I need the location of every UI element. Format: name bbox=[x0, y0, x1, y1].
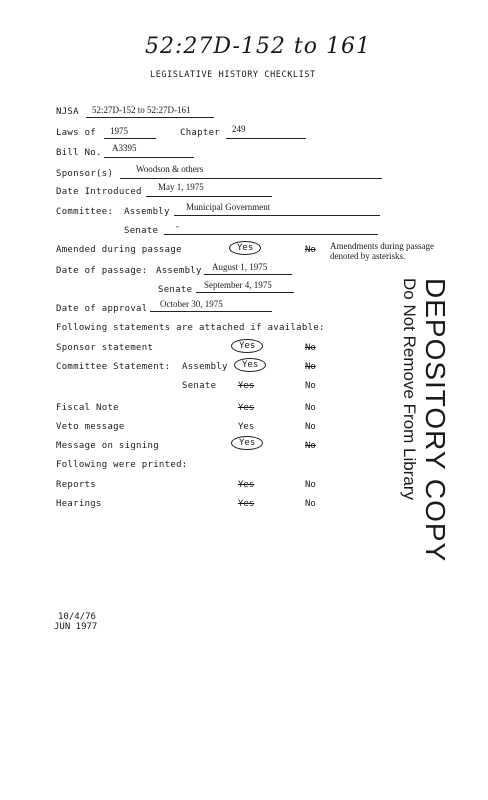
veto-message-yes: Yes bbox=[238, 422, 255, 432]
stamp-line-1: DEPOSITORY COPY bbox=[420, 278, 451, 563]
page-title: LEGISLATIVE HISTORY CHECKLIST bbox=[150, 70, 316, 80]
amended-yes-circled: Yes bbox=[229, 241, 261, 255]
message-on-signing-yes-circled: Yes bbox=[231, 436, 263, 450]
date-of-passage-label: Date of passage: bbox=[56, 266, 148, 276]
committee-senate-value: - bbox=[176, 221, 179, 231]
laws-of-underline bbox=[104, 138, 156, 139]
chapter-underline bbox=[226, 138, 306, 139]
reports-yes-struck: Yes bbox=[238, 480, 255, 490]
fiscal-note-no: No bbox=[305, 403, 316, 413]
attached-heading: Following statements are attached if available: bbox=[56, 323, 325, 333]
hearings-no-x: No bbox=[305, 499, 316, 509]
hearings-yes-struck: Yes bbox=[238, 499, 255, 509]
committee-assembly-label: Assembly bbox=[124, 207, 170, 217]
bill-no-label: Bill No. bbox=[56, 148, 102, 158]
committee-statement-label: Committee Statement: bbox=[56, 362, 171, 372]
message-on-signing-label: Message on signing bbox=[56, 441, 159, 451]
passage-senate-underline bbox=[196, 292, 294, 293]
njsa-value: 52:27D-152 to 52:27D-161 bbox=[92, 105, 191, 115]
footer-date-1: 10/4/76 bbox=[58, 612, 96, 622]
message-on-signing-no-struck: No bbox=[305, 441, 316, 451]
stamp-line-2: Do Not Remove From Library bbox=[400, 278, 419, 501]
veto-message-label: Veto message bbox=[56, 422, 125, 432]
sponsors-underline bbox=[120, 178, 382, 179]
passage-senate-label: Senate bbox=[158, 285, 193, 295]
amended-note: Amendments during passage denoted by asterisks. bbox=[330, 241, 434, 261]
committee-assembly-value: Municipal Government bbox=[186, 202, 271, 212]
committee-statement-senate-yes-struck: Yes bbox=[238, 381, 255, 391]
amended-no-struck: No bbox=[305, 245, 316, 255]
committee-label: Committee: bbox=[56, 207, 114, 217]
fiscal-note-label: Fiscal Note bbox=[56, 403, 119, 413]
hearings-label: Hearings bbox=[56, 499, 102, 509]
chapter-value: 249 bbox=[232, 124, 246, 134]
passage-assembly-value: August 1, 1975 bbox=[212, 262, 268, 272]
njsa-underline bbox=[86, 117, 214, 118]
date-introduced-value: May 1, 1975 bbox=[158, 182, 204, 192]
chapter-label: Chapter bbox=[180, 128, 221, 138]
committee-assembly-underline bbox=[174, 215, 380, 216]
sponsors-label: Sponsor(s) bbox=[56, 169, 114, 179]
committee-statement-assembly-yes-circled: Yes bbox=[234, 358, 266, 372]
passage-senate-value: September 4, 1975 bbox=[204, 280, 272, 290]
passage-assembly-label: Assembly bbox=[156, 266, 202, 276]
laws-of-label: Laws of bbox=[56, 128, 97, 138]
sponsor-statement-yes-circled: Yes bbox=[231, 339, 263, 353]
handwritten-statute-range: 52:27D-152 to 161 bbox=[145, 34, 371, 59]
sponsor-statement-no-struck: No bbox=[305, 343, 316, 353]
committee-statement-assembly-label: Assembly bbox=[182, 362, 228, 372]
amended-label: Amended during passage bbox=[56, 245, 182, 255]
sponsor-statement-label: Sponsor statement bbox=[56, 343, 154, 353]
njsa-label: NJSA bbox=[56, 107, 79, 117]
committee-senate-underline bbox=[164, 234, 378, 235]
footer-date-2: JUN 1977 bbox=[54, 622, 98, 632]
reports-no: No bbox=[305, 480, 316, 490]
date-of-approval-value: October 30, 1975 bbox=[160, 299, 223, 309]
committee-statement-senate-no-x: No bbox=[305, 381, 316, 391]
passage-assembly-underline bbox=[204, 274, 292, 275]
laws-of-value: 1975 bbox=[110, 126, 128, 136]
committee-statement-senate-label: Senate bbox=[182, 381, 217, 391]
fiscal-note-yes-struck: Yes bbox=[238, 403, 255, 413]
printed-heading: Following were printed: bbox=[56, 460, 188, 470]
depository-copy-stamp bbox=[398, 278, 450, 562]
bill-no-underline bbox=[104, 157, 194, 158]
veto-message-no: No bbox=[305, 422, 316, 432]
sponsors-value: Woodson & others bbox=[136, 164, 204, 174]
date-introduced-label: Date Introduced bbox=[56, 187, 142, 197]
committee-senate-label: Senate bbox=[124, 226, 159, 236]
committee-statement-assembly-no-struck: No bbox=[305, 362, 316, 372]
date-of-approval-underline bbox=[150, 311, 272, 312]
date-introduced-underline bbox=[146, 196, 272, 197]
bill-no-value: A3395 bbox=[112, 143, 137, 153]
reports-label: Reports bbox=[56, 480, 97, 490]
date-of-approval-label: Date of approval bbox=[56, 304, 148, 314]
